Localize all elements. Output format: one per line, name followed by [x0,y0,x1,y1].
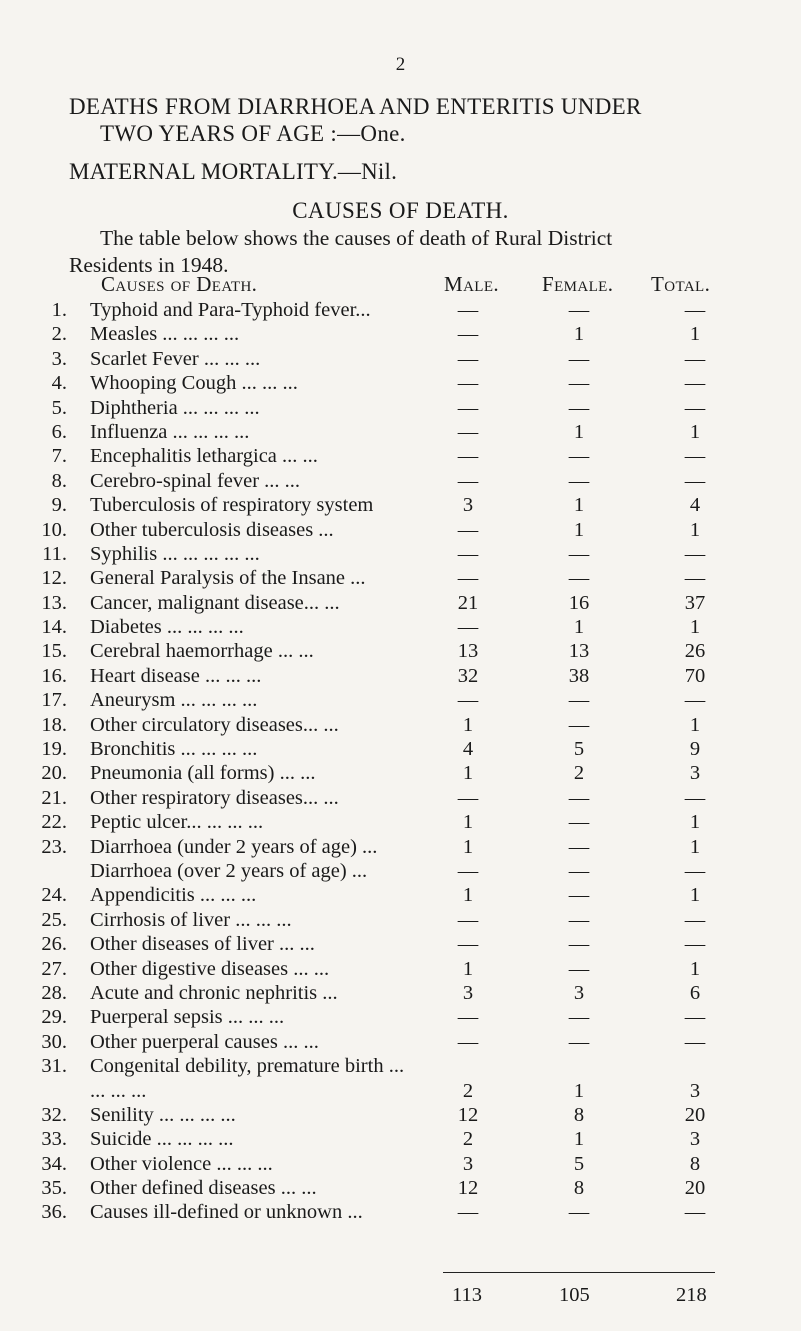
table-row [0,1127,801,1151]
row-number: 13. [41,591,67,614]
row-female: 13 [568,640,590,663]
row-cause: Puerperal sepsis ... ... ... [90,1006,285,1029]
row-number: 24. [41,884,67,907]
row-male: — [457,786,479,809]
table-row [0,1103,801,1127]
row-male: 3 [462,494,474,517]
row-female: 3 [573,981,585,1004]
row-number: 30. [41,1030,67,1053]
row-male: — [457,1030,479,1053]
table-row [0,1152,801,1176]
row-male: 12 [457,1103,479,1126]
row-female: — [568,859,590,882]
row-cause: Cerebral haemorrhage ... ... [90,640,314,663]
table-row [0,664,801,688]
table-row [0,688,801,712]
row-total: — [684,445,706,468]
row-cause: Measles ... ... ... ... [90,323,240,346]
row-cause: Whooping Cough ... ... ... [90,372,298,395]
row-female: — [568,1201,590,1224]
row-male: — [457,908,479,931]
heading-diarrhoea-line1: DEATHS FROM DIARRHOEA AND ENTERITIS UNDER [69,94,642,119]
table-row [0,908,801,932]
row-female: 1 [573,518,585,541]
row-cause: Suicide ... ... ... ... [90,1128,234,1151]
row-female: — [568,713,590,736]
row-cause: Bronchitis ... ... ... ... [90,738,258,761]
table-row [0,444,801,468]
table-row [0,1200,801,1224]
row-female: — [568,957,590,980]
row-cause: Other puerperal causes ... ... [90,1030,319,1053]
row-female: — [568,445,590,468]
row-total: — [684,299,706,321]
row-total: — [684,372,706,395]
heading-diarrhoea [69,93,642,147]
row-total: 8 [689,1152,701,1175]
row-total: — [684,396,706,419]
row-cause: Cerebro-spinal fever ... ... [90,469,301,492]
row-total: — [684,908,706,931]
row-number: 10. [41,518,67,541]
row-female: 1 [573,616,585,639]
row-total: — [684,1030,706,1053]
row-female: — [568,1006,590,1029]
row-total: — [684,859,706,882]
heading-maternal-mortality: MATERNAL MORTALITY.—Nil. [69,159,398,184]
row-cause: General Paralysis of the Insane ... [90,567,366,590]
row-number: 23. [41,835,67,858]
row-cause: Scarlet Fever ... ... ... [90,347,261,370]
row-female: — [568,299,590,321]
row-total: 1 [689,616,701,639]
row-male: 2 [462,1079,474,1102]
row-total: 3 [689,1079,701,1102]
table-row [0,469,801,493]
table-row [0,1030,801,1054]
intro-line-2: Residents in 1948. [69,253,229,277]
table-row [0,566,801,590]
row-cause: Other violence ... ... ... [90,1152,273,1175]
row-male: — [457,518,479,541]
table-row [0,737,801,761]
table-row [0,298,801,322]
row-female: — [568,1030,590,1053]
row-total: — [684,542,706,565]
row-male: 1 [462,957,474,980]
heading-diarrhoea-line2: TWO YEARS OF AGE :—One. [100,121,406,146]
row-number: 6. [51,420,67,443]
table-row [0,396,801,420]
row-male: — [457,933,479,956]
row-total: 6 [689,981,701,1004]
row-number: 32. [41,1103,67,1126]
row-number: 9. [51,494,67,517]
row-female: — [568,786,590,809]
table-row [0,1176,801,1200]
row-female: 1 [573,1128,585,1151]
row-male: — [457,1201,479,1224]
table-row [0,957,801,981]
row-total: 1 [689,420,701,443]
row-female: — [568,567,590,590]
row-number: 16. [41,664,67,687]
row-cause: Appendicitis ... ... ... [90,884,257,907]
row-female: — [568,689,590,712]
row-male: — [457,567,479,590]
totals-rule [443,1272,715,1273]
row-cause: Diarrhoea (under 2 years of age) ... [90,835,378,858]
row-cause: Pneumonia (all forms) ... ... [90,762,316,785]
row-female: 1 [573,1079,585,1102]
row-total: 3 [689,762,701,785]
row-female: — [568,884,590,907]
row-total: — [684,1201,706,1224]
row-male: 3 [462,1152,474,1175]
causes-table [0,298,801,1225]
row-number: 1. [51,299,67,321]
row-cause: Peptic ulcer... ... ... ... [90,811,264,834]
row-total: — [684,689,706,712]
row-cause: Typhoid and Para-Typhoid fever... [90,299,371,321]
row-female: 8 [573,1177,585,1200]
row-number: 3. [51,347,67,370]
row-total: 1 [689,713,701,736]
row-cause: Other circulatory diseases... ... [90,713,339,736]
row-cause: Other respiratory diseases... ... [90,786,339,809]
row-female: 1 [573,494,585,517]
row-female: — [568,372,590,395]
row-number: 19. [41,738,67,761]
row-male: — [457,859,479,882]
row-female: — [568,542,590,565]
row-female: 16 [568,591,590,614]
row-total: 20 [684,1103,706,1126]
row-female: — [568,835,590,858]
row-number: 12. [41,567,67,590]
table-row [0,615,801,639]
row-number: 25. [41,908,67,931]
table-row [0,493,801,517]
row-female: 5 [573,1152,585,1175]
row-number: 34. [41,1152,67,1175]
intro-paragraph [69,225,769,279]
total-total: 218 [676,1284,707,1306]
table-row [0,932,801,956]
row-cause: Other tuberculosis diseases ... [90,518,334,541]
table-row [0,518,801,542]
row-total: 20 [684,1177,706,1200]
row-number: 28. [41,981,67,1004]
row-total: 1 [689,323,701,346]
column-header-female: Female. [542,272,614,296]
row-male: 4 [462,738,474,761]
row-male: — [457,616,479,639]
table-row [0,420,801,444]
column-header-total: Total. [651,272,711,296]
row-female: — [568,811,590,834]
heading-causes-of-death: CAUSES OF DEATH. [292,198,509,223]
row-male: — [457,372,479,395]
total-female: 105 [559,1284,590,1306]
table-row [0,810,801,834]
row-total: 70 [684,664,706,687]
column-header-male: Male. [444,272,500,296]
table-row [0,713,801,737]
row-female: — [568,469,590,492]
table-row [0,542,801,566]
table-row [0,981,801,1005]
row-total: 9 [689,738,701,761]
row-total: 1 [689,835,701,858]
row-male: 1 [462,884,474,907]
row-male: — [457,469,479,492]
row-female: 38 [568,664,590,687]
row-cause: Congenital debility, premature birth ... ... ... ... [90,1055,405,1102]
row-number: 29. [41,1006,67,1029]
row-female: — [568,933,590,956]
row-total: — [684,786,706,809]
row-number: 35. [41,1177,67,1200]
row-cause: Tuberculosis of respiratory system [90,494,374,517]
row-total: — [684,347,706,370]
table-row [0,1054,801,1103]
row-total: — [684,1006,706,1029]
row-male: 1 [462,811,474,834]
row-number: 33. [41,1128,67,1151]
row-cause: Encephalitis lethargica ... ... [90,445,318,468]
row-number: 7. [51,445,67,468]
row-number: 4. [51,372,67,395]
row-male: 12 [457,1177,479,1200]
row-total: 3 [689,1128,701,1151]
row-male: 1 [462,835,474,858]
page-number: 2 [395,54,406,75]
row-total: — [684,933,706,956]
row-number: 11. [42,542,67,565]
row-male: 13 [457,640,479,663]
table-row [0,835,801,859]
table-row [0,639,801,663]
row-female: — [568,908,590,931]
row-cause: Other defined diseases ... ... [90,1177,317,1200]
row-number: 26. [41,933,67,956]
row-cause: Diabetes ... ... ... ... [90,616,244,639]
row-cause: Influenza ... ... ... ... [90,420,250,443]
row-total: 4 [689,494,701,517]
total-male: 113 [452,1284,482,1306]
row-number: 27. [41,957,67,980]
row-cause: Aneurysm ... ... ... ... [90,689,258,712]
row-number: 2. [51,323,67,346]
row-male: — [457,396,479,419]
row-male: — [457,347,479,370]
row-number: 15. [41,640,67,663]
row-cause: Other digestive diseases ... ... [90,957,330,980]
row-number: 14. [41,616,67,639]
row-male: — [457,323,479,346]
row-total: 37 [684,591,706,614]
row-cause: Diphtheria ... ... ... ... [90,396,260,419]
row-number: 18. [41,713,67,736]
row-cause: Other diseases of liver ... ... [90,933,315,956]
row-cause: Acute and chronic nephritis ... [90,981,338,1004]
row-female: 2 [573,762,585,785]
column-header-cause: Causes of Death. [101,272,258,296]
row-number: 5. [51,396,67,419]
row-cause: Senility ... ... ... ... [90,1103,236,1126]
row-total: 1 [689,518,701,541]
row-number: 20. [41,762,67,785]
row-female: — [568,347,590,370]
row-female: 8 [573,1103,585,1126]
row-number: 17. [41,689,67,712]
row-total: — [684,567,706,590]
intro-line-1: The table below shows the causes of death of Rural District [100,226,613,250]
row-cause: Cancer, malignant disease... ... [90,591,340,614]
row-cause: Syphilis ... ... ... ... ... [90,542,260,565]
row-number: 8. [51,469,67,492]
row-male: 21 [457,591,479,614]
row-male: 32 [457,664,479,687]
row-female: — [568,396,590,419]
row-female: 5 [573,738,585,761]
table-row [0,786,801,810]
row-number: 21. [41,786,67,809]
table-row [0,1005,801,1029]
row-total: 1 [689,884,701,907]
row-number: 31. [41,1055,67,1078]
row-cause: Heart disease ... ... ... [90,664,262,687]
row-female: 1 [573,323,585,346]
row-male: 1 [462,713,474,736]
row-female: 1 [573,420,585,443]
table-row [0,761,801,785]
row-male: — [457,445,479,468]
row-male: 3 [462,981,474,1004]
row-male: 2 [462,1128,474,1151]
table-row [0,591,801,615]
row-male: — [457,299,479,321]
table-row [0,347,801,371]
row-cause: Cirrhosis of liver ... ... ... [90,908,292,931]
row-male: — [457,1006,479,1029]
row-male: — [457,689,479,712]
row-male: — [457,542,479,565]
row-cause: Causes ill-defined or unknown ... [90,1201,363,1224]
table-row [0,859,801,883]
row-total: — [684,469,706,492]
row-total: 26 [684,640,706,663]
row-male: — [457,420,479,443]
row-number: 22. [41,811,67,834]
row-cause: Diarrhoea (over 2 years of age) ... [90,859,368,882]
table-row [0,883,801,907]
row-male: 1 [462,762,474,785]
row-total: 1 [689,811,701,834]
table-row [0,322,801,346]
row-total: 1 [689,957,701,980]
row-number: 36. [41,1201,67,1224]
table-row [0,371,801,395]
